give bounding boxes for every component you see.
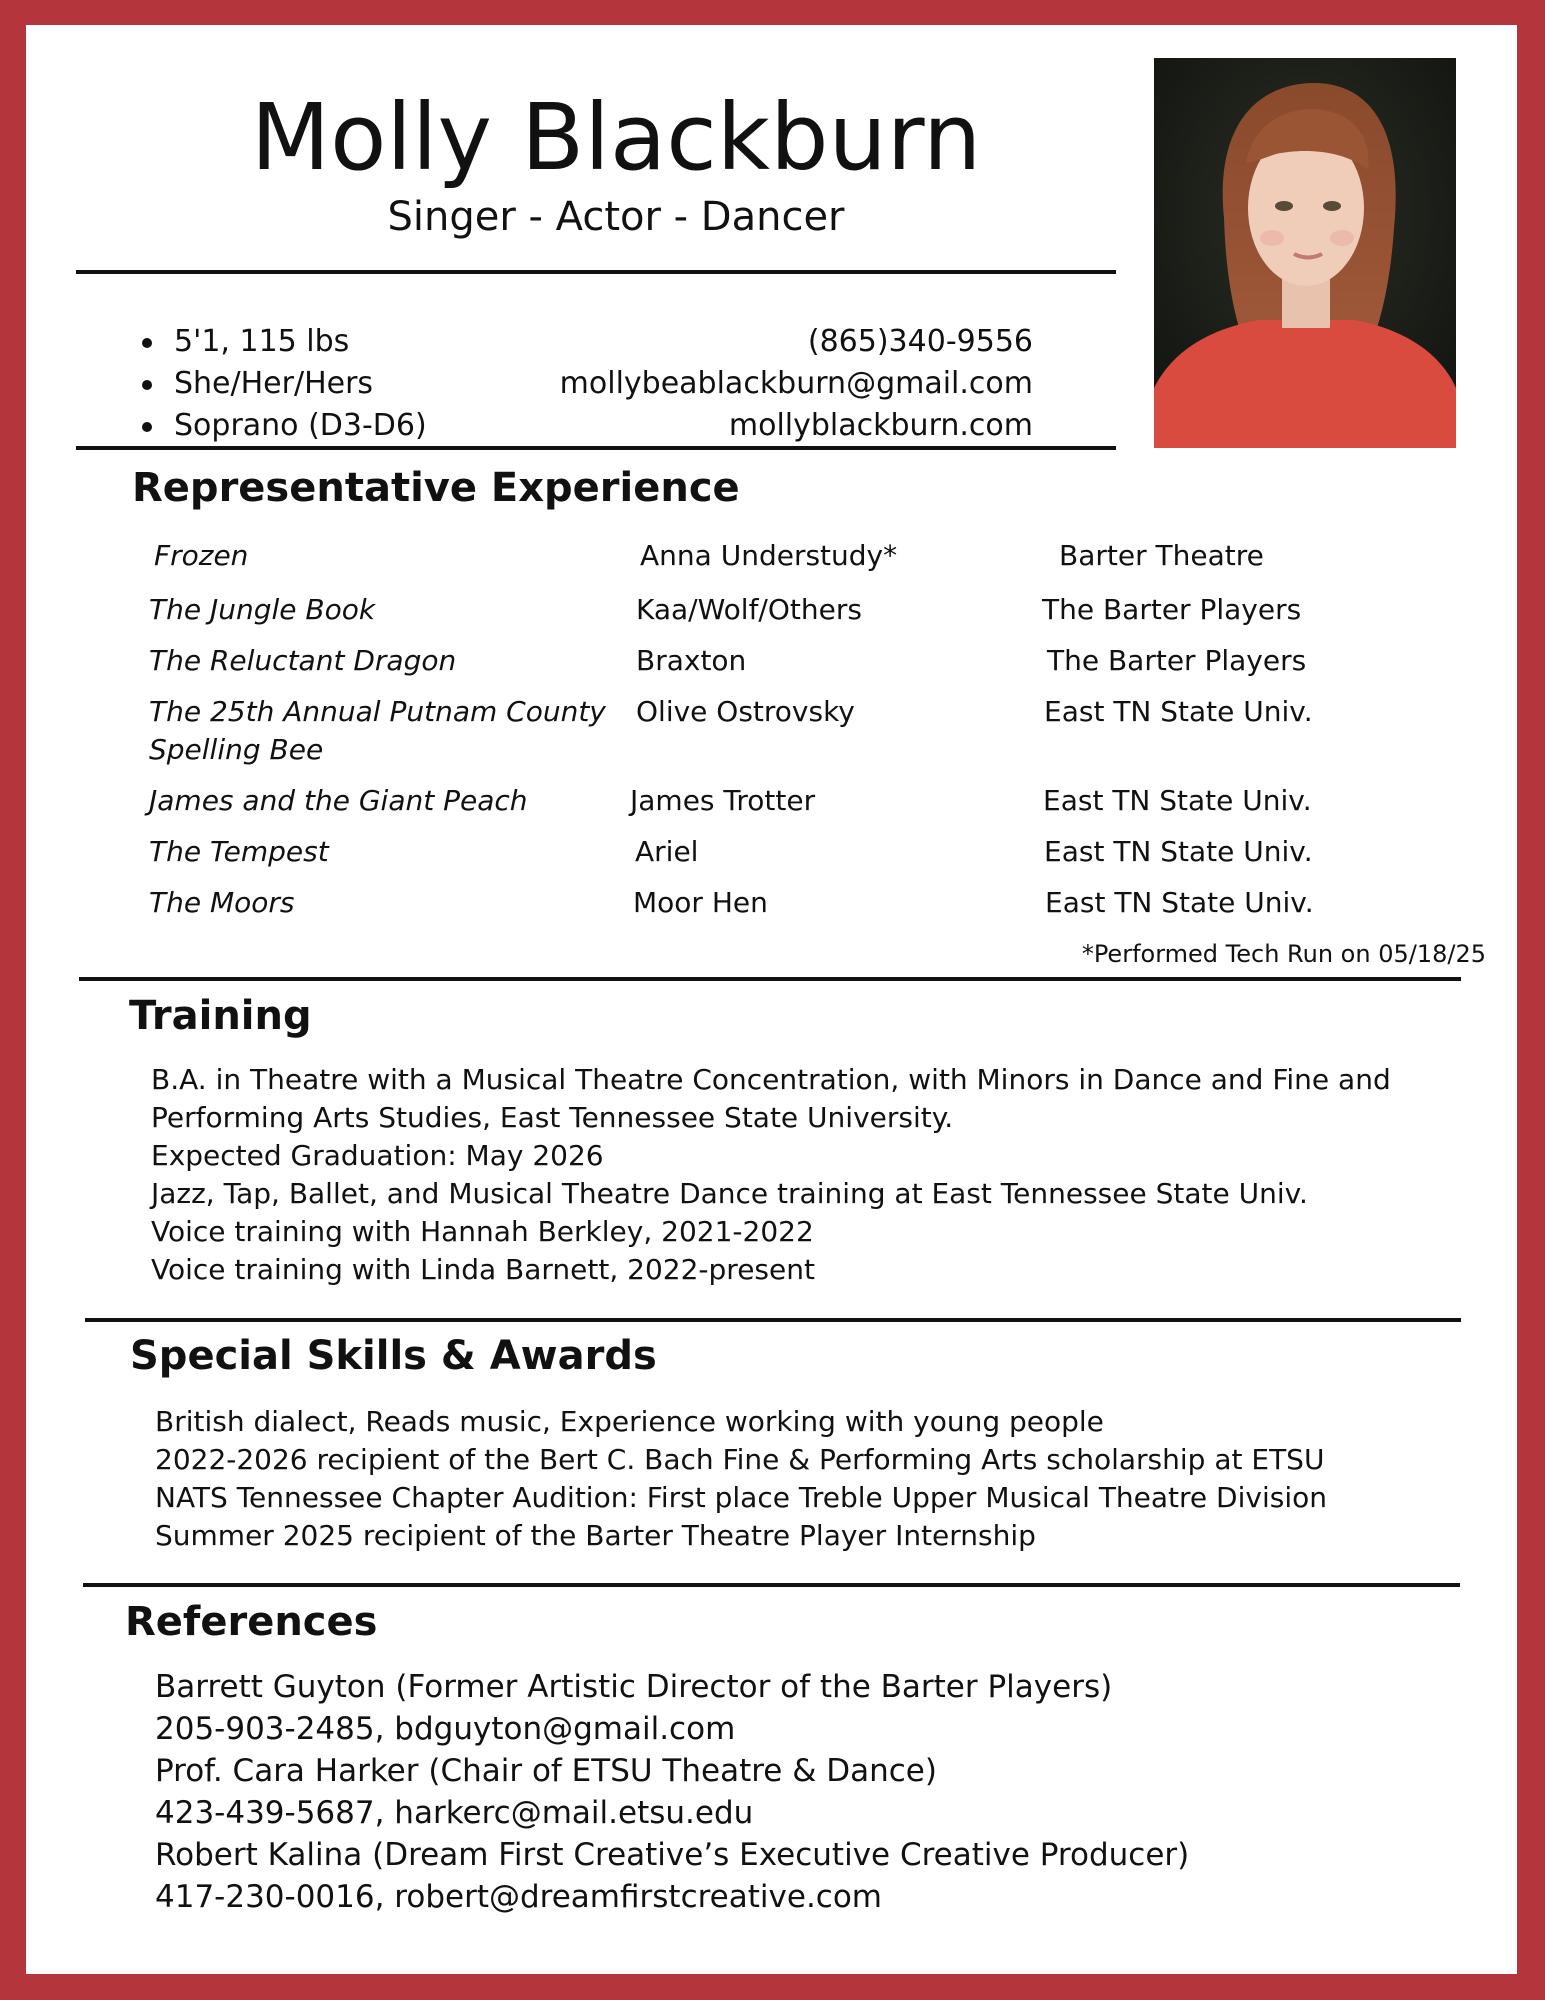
experience-show: The 25th Annual Putnam County: [149, 695, 606, 728]
contact-website[interactable]: mollyblackburn.com: [728, 408, 1033, 443]
experience-company: East TN State Univ.: [1044, 835, 1313, 868]
experience-show: The Moors: [149, 886, 295, 919]
experience-show: James and the Giant Peach: [149, 784, 528, 817]
contact-email[interactable]: mollybeablackburn@gmail.com: [559, 366, 1033, 401]
stat-pronouns: She/Her/Hers: [134, 363, 427, 405]
portrait-photo-icon: [1154, 58, 1456, 448]
training-line: B.A. in Theatre with a Musical Theatre Concentration, with Minors in Dance and Fine and: [151, 1063, 1391, 1096]
experience-company: East TN State Univ.: [1044, 695, 1313, 728]
candidate-name: Molly Blackburn: [250, 84, 982, 191]
experience-role: Ariel: [635, 835, 699, 868]
header-divider-bottom: [76, 446, 1116, 450]
experience-company: The Barter Players: [1042, 593, 1302, 626]
experience-role: Anna Understudy*: [640, 539, 898, 572]
header-divider-top: [76, 270, 1116, 274]
skills-line: 2022-2026 recipient of the Bert C. Bach Fine & Performing Arts scholarship at ETSU: [155, 1443, 1325, 1476]
headshot-photo: [1154, 58, 1456, 448]
training-line: Expected Graduation: May 2026: [151, 1139, 604, 1172]
stat-voice-type: Soprano (D3-D6): [134, 405, 427, 447]
reference-line: Prof. Cara Harker (Chair of ETSU Theatre & Dance): [155, 1753, 937, 1789]
experience-show: The Jungle Book: [149, 593, 376, 626]
experience-role: Braxton: [636, 644, 747, 677]
experience-show: The Reluctant Dragon: [149, 644, 457, 677]
candidate-tagline: Singer - Actor - Dancer: [387, 194, 845, 240]
skills-divider: [83, 1583, 1460, 1587]
experience-role: James Trotter: [630, 784, 816, 817]
experience-company: The Barter Players: [1047, 644, 1307, 677]
skills-line: NATS Tennessee Chapter Audition: First place Treble Upper Musical Theatre Division: [155, 1481, 1327, 1514]
experience-section-title: Representative Experience: [132, 465, 740, 511]
training-section-title: Training: [129, 993, 312, 1039]
reference-line: Robert Kalina (Dream First Creative’s Executive Creative Producer): [155, 1837, 1190, 1873]
experience-role: Kaa/Wolf/Others: [636, 593, 862, 626]
reference-line: 417-230-0016, robert@dreamfirstcreative.com: [155, 1879, 883, 1915]
reference-line: 205-903-2485, bdguyton@gmail.com: [155, 1711, 736, 1747]
training-line: Jazz, Tap, Ballet, and Musical Theatre Dance training at East Tennessee State Univ.: [151, 1177, 1308, 1210]
experience-show: The Tempest: [149, 835, 329, 868]
contact-block: [560, 321, 1033, 447]
experience-company: East TN State Univ.: [1045, 886, 1314, 919]
experience-divider: [79, 977, 1461, 981]
experience-role: Olive Ostrovsky: [636, 695, 855, 728]
training-line: Voice training with Hannah Berkley, 2021-2022: [151, 1215, 814, 1248]
contact-phone[interactable]: (865)340-9556: [807, 324, 1033, 359]
experience-show-continued: Spelling Bee: [149, 733, 324, 766]
experience-show: Frozen: [154, 539, 249, 572]
experience-role: Moor Hen: [633, 886, 768, 919]
stats-list: [134, 321, 427, 447]
training-divider: [85, 1318, 1461, 1322]
skills-line: Summer 2025 recipient of the Barter Theatre Player Internship: [155, 1519, 1036, 1552]
understudy-footnote: *Performed Tech Run on 05/18/25: [1081, 940, 1486, 968]
experience-company: East TN State Univ.: [1043, 784, 1312, 817]
stat-height-weight: 5'1, 115 lbs: [134, 321, 427, 363]
reference-line: Barrett Guyton (Former Artistic Director of the Barter Players): [155, 1669, 1113, 1705]
references-section-title: References: [125, 1599, 378, 1645]
resume-page: [26, 25, 1517, 1974]
experience-company: Barter Theatre: [1059, 539, 1264, 572]
skills-section-title: Special Skills & Awards: [130, 1333, 657, 1379]
skills-line: British dialect, Reads music, Experience working with young people: [155, 1405, 1104, 1438]
training-line: Performing Arts Studies, East Tennessee State University.: [151, 1101, 954, 1134]
training-line: Voice training with Linda Barnett, 2022-present: [151, 1253, 815, 1286]
reference-line: 423-439-5687, harkerc@mail.etsu.edu: [155, 1795, 754, 1831]
